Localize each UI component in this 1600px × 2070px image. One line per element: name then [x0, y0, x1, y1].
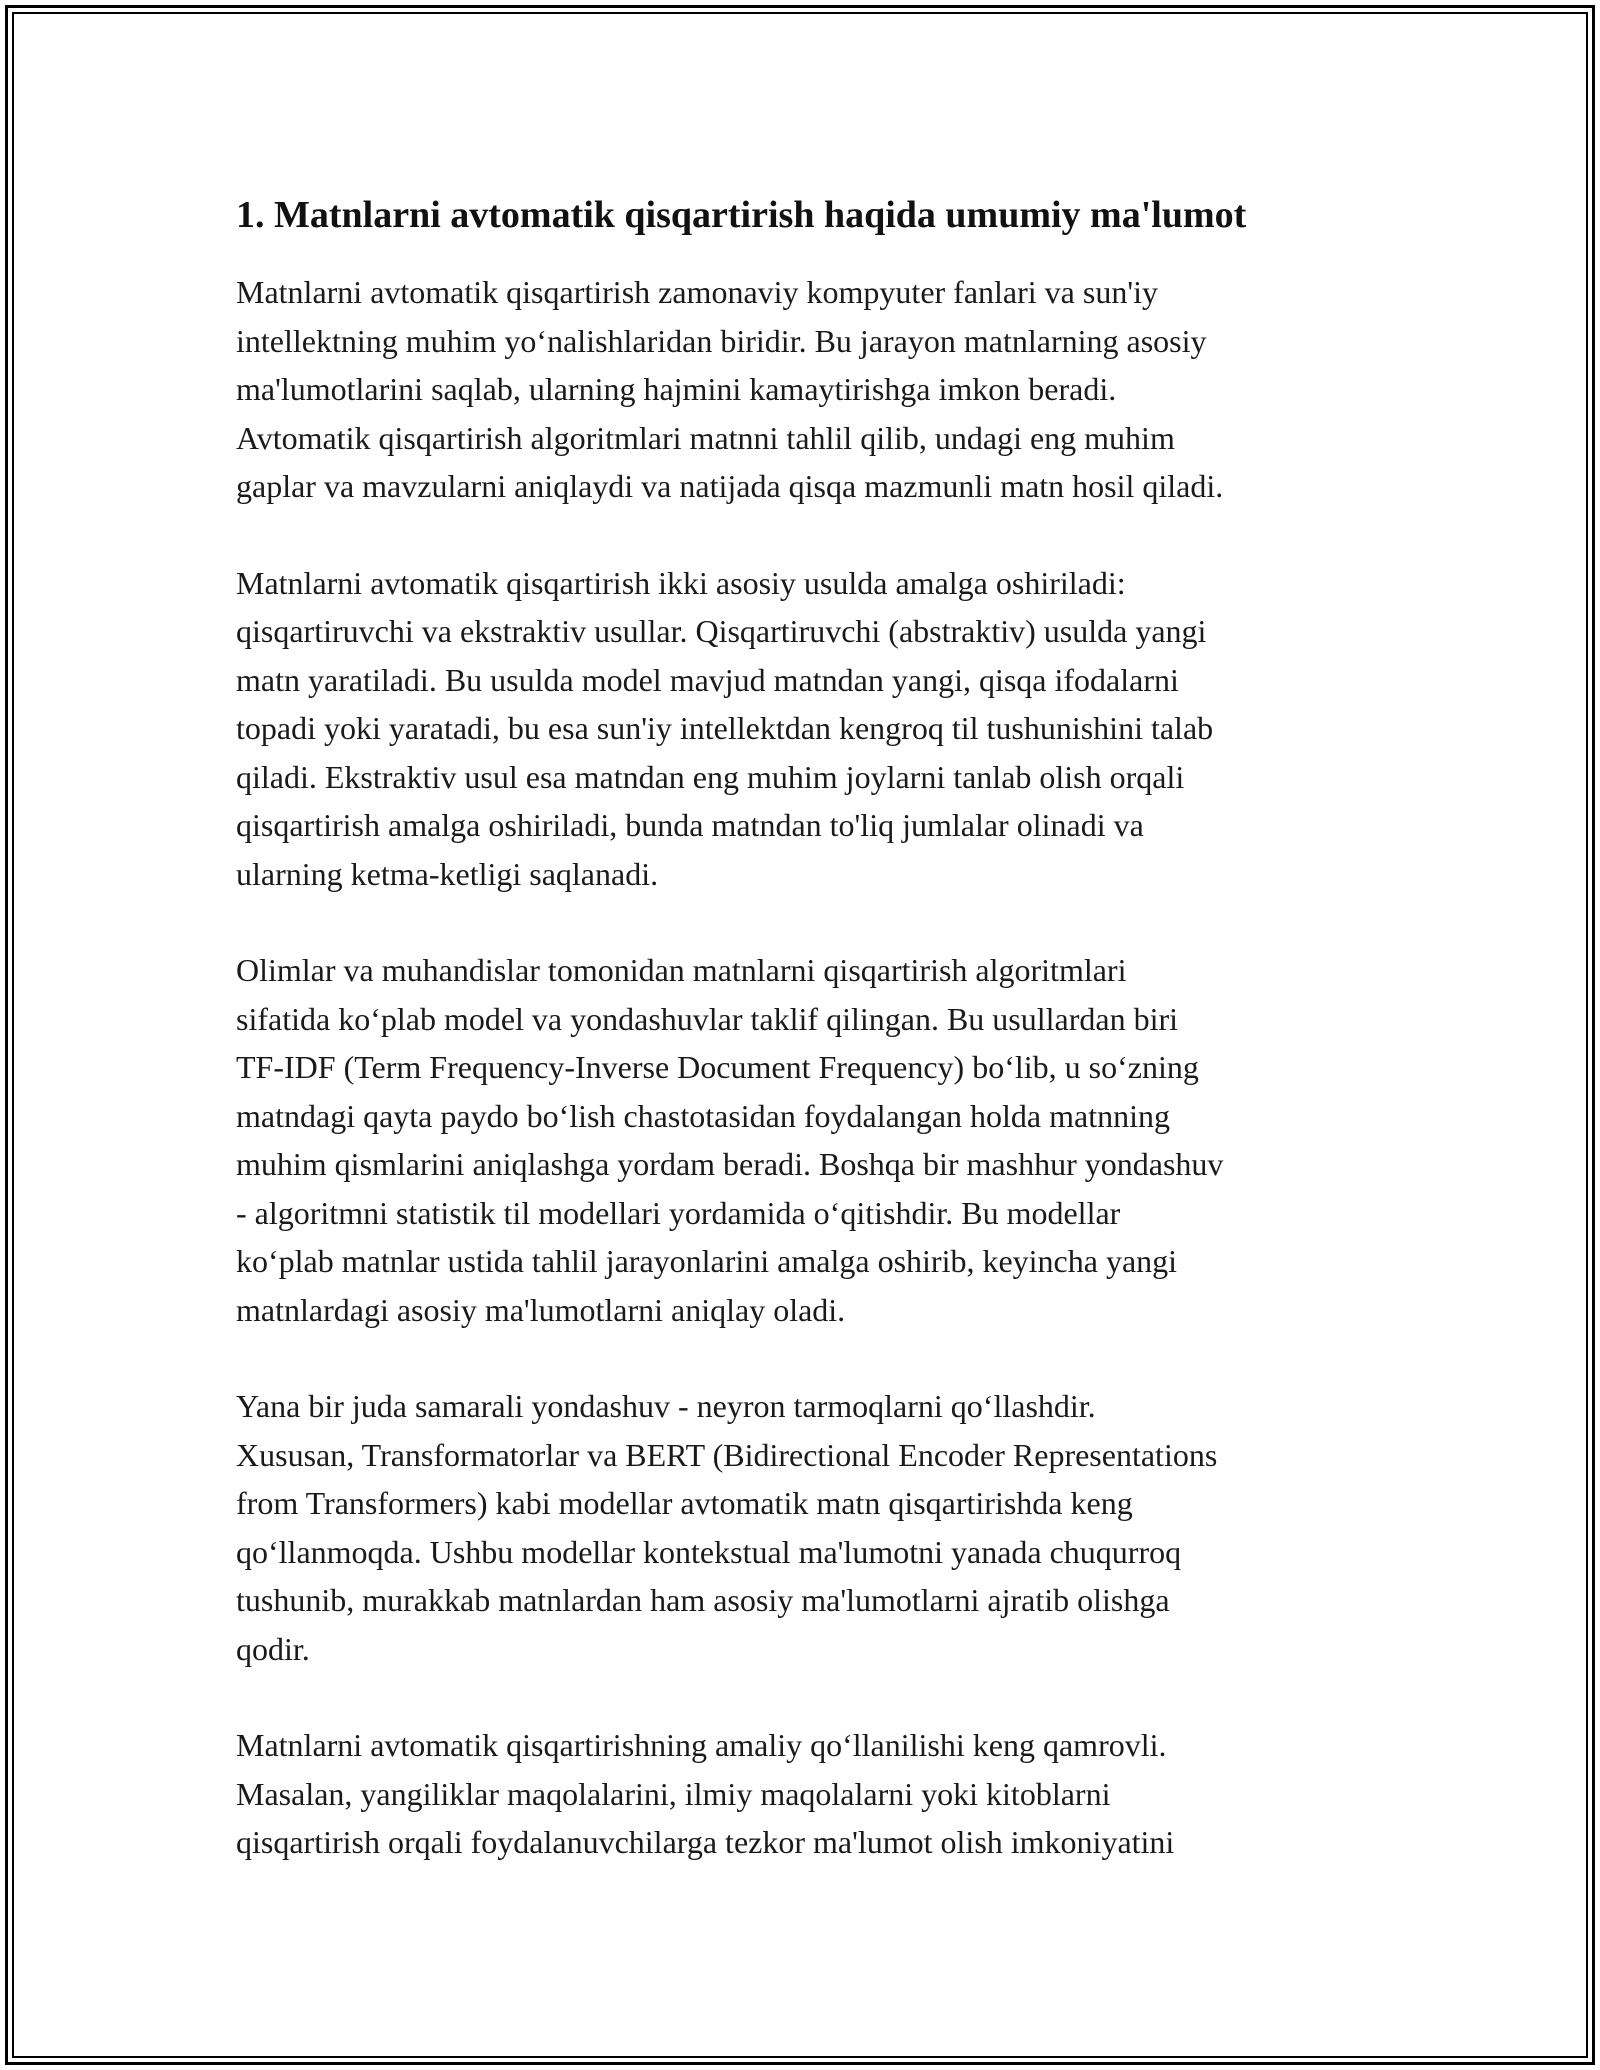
- text-line: sifatida ko‘plab model va yondashuvlar taklif qilingan. Bu usullardan biri: [236, 1000, 1179, 1037]
- text-line: qisqartirish amalga oshiriladi, bunda matndan to'liq jumlalar olinadi va: [236, 807, 1144, 843]
- text-line: Olimlar va muhandislar tomonidan matnlarni qisqartirish algoritmlari: [236, 952, 1127, 988]
- paragraph-1: [236, 268, 1396, 511]
- text-line: muhim qismlarini aniqlashga yordam beradi. Boshqa bir mashhur yondashuv: [236, 1146, 1224, 1182]
- text-line: matn yaratiladi. Bu usulda model mavjud matndan yangi, qisqa ifodalarni: [236, 661, 1179, 698]
- text-line: tushunib, murakkab matnlardan ham asosiy ma'lumotlarni ajratib olishga: [236, 1582, 1170, 1618]
- text-line: intellektning muhim yo‘nalishlaridan biridir. Bu jarayon matnlarning asosiy: [236, 322, 1207, 359]
- document-body: [236, 188, 1396, 1915]
- text-line: qisqartirish orqali foydalanuvchilarga tezkor ma'lumot olish imkoniyatini: [236, 1824, 1175, 1860]
- text-line: from Transformers) kabi modellar avtomatik matn qisqartirishda keng: [236, 1485, 1133, 1521]
- text-line: matnlardagi asosiy ma'lumotlarni aniqlay oladi.: [236, 1291, 846, 1328]
- text-line: ko‘plab matnlar ustida tahlil jarayonlarini amalga oshirib, keyincha yangi: [236, 1243, 1178, 1279]
- text-line: qo‘llanmoqda. Ushbu modellar kontekstual ma'lumotni yanada chuqurroq: [236, 1533, 1182, 1570]
- text-line: Masalan, yangiliklar maqolalarini, ilmiy maqolalarni yoki kitoblarni: [236, 1775, 1111, 1812]
- text-line: - algoritmni statistik til modellari yordamida o‘qitishdir. Bu modellar: [236, 1194, 1121, 1231]
- text-line: topadi yoki yaratadi, bu esa sun'iy intellektdan kengroq til tushunishini talab: [236, 710, 1214, 746]
- text-line: Xususan, Transformatorlar va BERT (Bidirectional Encoder Representations: [236, 1436, 1218, 1473]
- text-line: qiladi. Ekstraktiv usul esa matndan eng muhim joylarni tanlab olish orqali: [236, 758, 1185, 795]
- text-line: Matnlarni avtomatik qisqartirish zamonaviy kompyuter fanlari va sun'iy: [236, 274, 1158, 310]
- text-line: ma'lumotlarini saqlab, ularning hajmini kamaytirishga imkon beradi.: [236, 371, 1117, 407]
- paragraph-5: [236, 1721, 1396, 1867]
- text-line: Avtomatik qisqartirish algoritmlari matnni tahlil qilib, undagi eng muhim: [236, 419, 1175, 456]
- paragraph-4: [236, 1382, 1396, 1673]
- section-heading: 1. Matnlarni avtomatik qisqartirish haqida umumiy ma'lumot: [236, 194, 1247, 236]
- text-line: Matnlarni avtomatik qisqartirish ikki asosiy usulda amalga oshiriladi:: [236, 564, 1126, 601]
- text-line: Yana bir juda samarali yondashuv - neyron tarmoqlarni qo‘llashdir.: [236, 1388, 1096, 1424]
- text-line: gaplar va mavzularni aniqlaydi va natijada qisqa mazmunli matn hosil qiladi.: [236, 468, 1224, 504]
- text-line: qodir.: [236, 1630, 310, 1667]
- text-line: matndagi qayta paydo bo‘lish chastotasidan foydalangan holda matnning: [236, 1097, 1170, 1134]
- text-line: ularning ketma-ketligi saqlanadi.: [236, 855, 659, 892]
- text-line: TF-IDF (Term Frequency-Inverse Document Frequency) bo‘lib, u so‘zning: [236, 1049, 1199, 1085]
- text-line: Matnlarni avtomatik qisqartirishning amaliy qo‘llanilishi keng qamrovli.: [236, 1727, 1167, 1763]
- paragraph-2: [236, 559, 1396, 899]
- text-line: qisqartiruvchi va ekstraktiv usullar. Qisqartiruvchi (abstraktiv) usulda yangi: [236, 613, 1207, 649]
- paragraph-3: [236, 946, 1396, 1334]
